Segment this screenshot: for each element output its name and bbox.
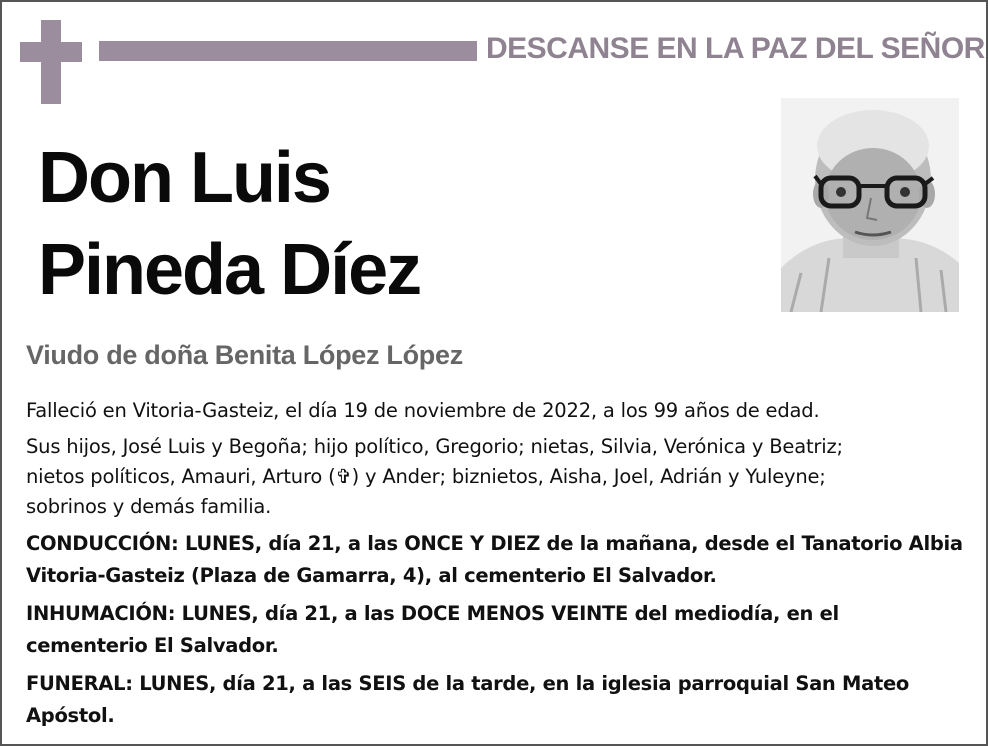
family-line-1: Sus hijos, José Luis y Begoña; hijo político, Gregorio; nietas, Silvia, Verónica y Beatriz; bbox=[26, 435, 843, 458]
funeral-info: FUNERAL: LUNES, día 21, a las SEIS de la tarde, en la iglesia parroquial San Mateo Apóstol. bbox=[26, 672, 910, 727]
header-rule bbox=[99, 41, 477, 61]
widow-line: Viudo de doña Benita López López bbox=[26, 340, 463, 370]
family-line-3: sobrinos y demás familia. bbox=[26, 495, 272, 518]
family-line-2a: nietos políticos, Amauri, Arturo ( bbox=[26, 465, 336, 488]
notice-body bbox=[26, 396, 966, 738]
header-motto: DESCANSE EN LA PAZ DEL SEÑOR bbox=[486, 32, 985, 65]
deceased-name bbox=[38, 132, 420, 316]
conduccion-info: CONDUCCIÓN: LUNES, día 21, a las ONCE Y DIEZ de la mañana, desde el Tanatorio Albia Vitoria-Gasteiz (Plaza de Gamarra, 4), al cementerio El Salvador. bbox=[26, 532, 963, 587]
family-list bbox=[26, 432, 966, 522]
portrait-photo bbox=[781, 98, 959, 312]
inhumacion-info: INHUMACIÓN: LUNES, día 21, a las DOCE MENOS VEINTE del mediodía, en el cementerio El Salvador. bbox=[26, 602, 839, 657]
family-line-2b: ) y Ander; biznietos, Aisha, Joel, Adrián y Yuleyne; bbox=[351, 465, 826, 488]
cross-icon bbox=[20, 20, 82, 104]
death-notice: Falleció en Vitoria-Gasteiz, el día 19 de noviembre de 2022, a los 99 años de edad. bbox=[26, 399, 820, 422]
name-line-1: Don Luis bbox=[38, 138, 330, 218]
name-line-2: Pineda Díez bbox=[38, 230, 421, 310]
deceased-cross-icon: ✞ bbox=[335, 465, 352, 488]
